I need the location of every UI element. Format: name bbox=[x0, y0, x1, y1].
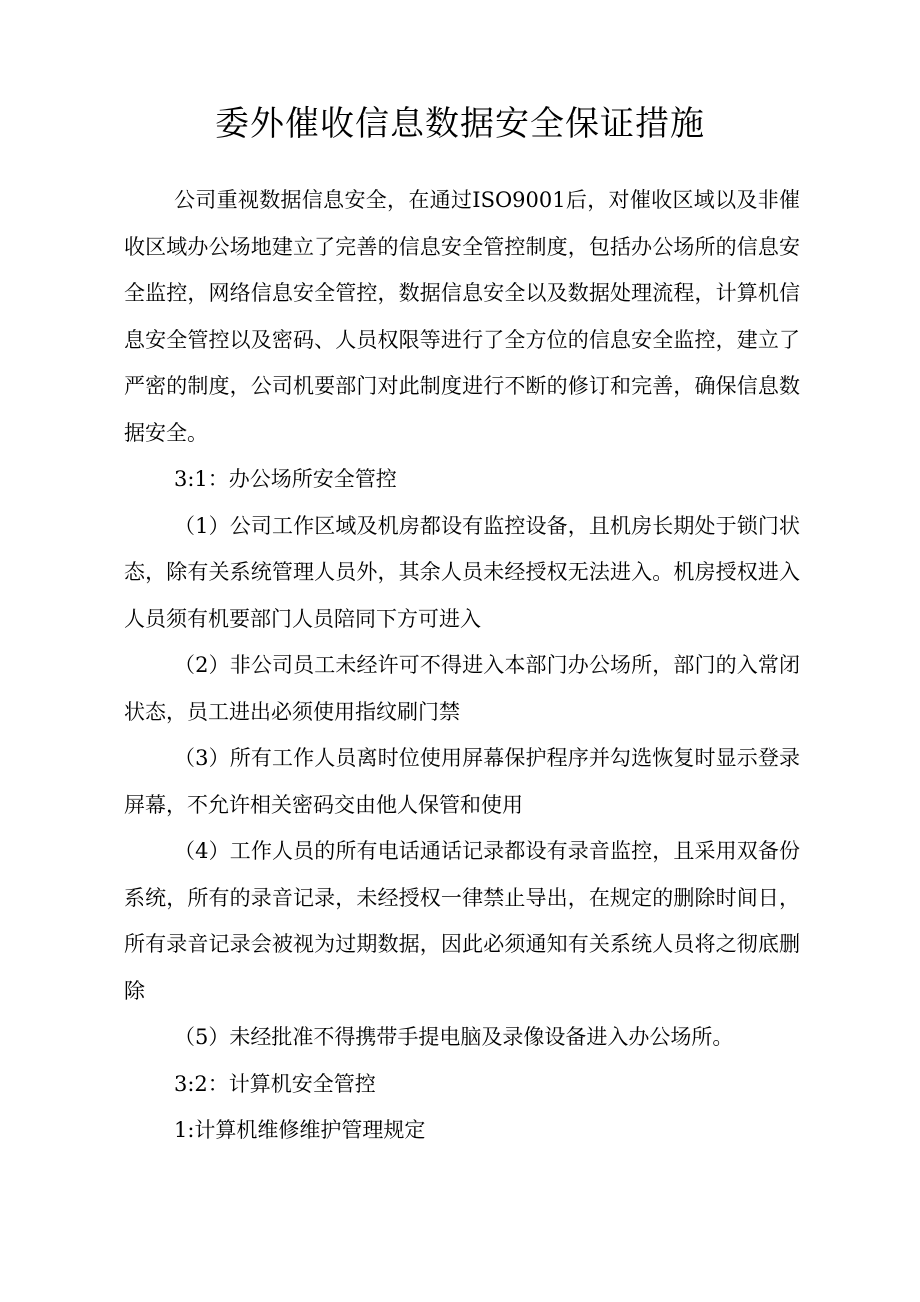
intro-paragraph: 公司重视数据信息安全，在通过ISO9001后，对催收区域以及非催收区域办公场地建立了完善的信息安全管控制度，包括办公场所的信息安全监控，网络信息安全管控，数据信息安全以及数据处理流程，计算机信息安全管控以及密码、人员权限等进行了全方位的信息安全监控，建立了严密的制度，公司机要部门对此制度进行不断的修订和完善，确保信息数据安全。 bbox=[124, 188, 800, 445]
office-rule-2: （2）非公司员工未经许可不得进入本部门办公场所，部门的入常闭状态，员工进出必须使用指纹刷门禁 bbox=[124, 653, 800, 724]
office-rule-3: （3）所有工作人员离时位使用屏幕保护程序并勾选恢复时显示登录屏幕，不允许相关密码交由他人保管和使用 bbox=[124, 746, 800, 817]
office-rule-1: （1）公司工作区域及机房都设有监控设备，且机房长期处于锁门状态，除有关系统管理人员外，其余人员未经授权无法进入。机房授权进入人员须有机要部门人员陪同下方可进入 bbox=[124, 513, 800, 631]
document-title: 委外催收信息数据安全保证措施 bbox=[215, 104, 705, 144]
document-body bbox=[124, 177, 800, 1154]
office-rule-5: （5）未经批准不得携带手提电脑及录像设备进入办公场所。 bbox=[174, 1025, 734, 1049]
subsection-heading-maintenance: 1:计算机维修维护管理规定 bbox=[174, 1118, 426, 1142]
office-rule-4: （4）工作人员的所有电话通话记录都设有录音监控，且采用双备份系统，所有的录音记录，未经授权一律禁止导出，在规定的删除时间日，所有录音记录会被视为过期数据，因此必须通知有关系统人员将之彻底删除 bbox=[124, 839, 800, 1003]
section-heading-office-security: 3:1：办公场所安全管控 bbox=[174, 467, 397, 491]
section-heading-computer-security: 3:2：计算机安全管控 bbox=[174, 1071, 376, 1096]
